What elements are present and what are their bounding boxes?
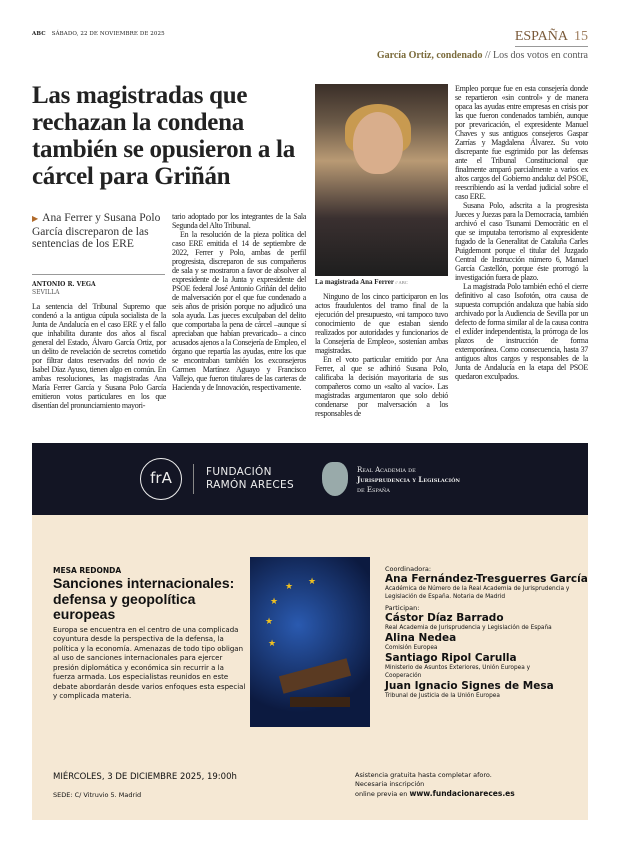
paragraph: La sentencia del Tribunal Supremo que condenó a la antigua cúpula socialista de la Junta de Andalucía en el caso ERE y el fallo que inhabilita durante dos años al fiscal general del Estado, Álvaro García Ortiz, por un delito de revelación de secretos cometido por filtrar datos reservados del novio de Isabel Díaz Ayuso, tienen algo en común. En ambas resoluciones, las magistradas Ana María Ferrer García y Susana Polo García emitieron votos particulares en los que disentían del pronunciamiento mayori- (32, 302, 166, 410)
event-description: Europa se encuentra en el centro de una complicada coyuntura desde la perspectiva de la defensa, la política y la economía. Amenazas de todo tipo obligan al uso de sanciones internacionales para ejercer presión diplomática y económica sin recurrir a la fuerza armada. Los especialistas reunidos en este debate abordarán desde varios enfoques esta especial y complicada materia. (53, 625, 246, 700)
coordinator-name: Ana Fernández-Tresguerres García (385, 573, 588, 585)
academy-name (357, 465, 460, 495)
info-line: Necesaria inscripción (355, 780, 425, 788)
eu-flag-gavel-image: ★ ★ ★ ★ ★ (250, 557, 370, 727)
subheadline (32, 212, 162, 251)
paragraph: tario adoptado por los integrantes de la Sala Segunda del Alto Tribunal. (172, 212, 306, 230)
participant-role: Real Academia de Jurisprudencia y Legislación de España (385, 625, 552, 631)
dateline-city: SEVILLA (32, 289, 60, 296)
paragraph: En el voto particular emitido por Ana Ferrer, al que se adhirió Susana Polo, calificaba la decisión mayoritaria de sus compañeros como un «salto al vacío». Las magistradas argumentaron que solo debió condenarse por malversación a los responsables de (315, 355, 448, 418)
topic-kicker (377, 50, 588, 61)
event-info (53, 566, 248, 702)
speakers (385, 565, 590, 700)
article-column-2 (172, 212, 306, 392)
coordinator-role: Académica de Número de la Real Academia de Jurisprudencia y Legislación de España. Notaria de Madrid (385, 586, 570, 600)
paragraph: Empleo porque fue en esta consejería donde se repartieron «sin control» y de manera opaca las ayudas entre empresas en crisis por las que fueron condenados también, aunque por prevaricación, el expresidente Manuel Chaves y sus antiguos consejeros Gaspar Zarrías y Magdalena Álvarez. Su voto discrepante fue esgrimido por las defensas ante el Tribunal Constitucional que finalmente amparó parcialmente a varios ex altos cargos del Gobierno andaluz del PSOE, reescribiendo así la verdad judicial sobre el caso ERE. (455, 84, 588, 201)
paragraph: Ninguno de los cinco participaron en los actos fraudulentos del tramo final de la ejecución del presupuesto, «ni tampoco tuvo conocimiento de que estaban siendo realizados por autoridades y funcionarios de la Consejería de Empleo», sostenían ambas magistradas. (315, 292, 448, 355)
fundacion-line: FUNDACIÓN (206, 466, 272, 478)
caption-text: La magistrada Ana Ferrer (315, 278, 394, 286)
paper-name: ABC (32, 31, 46, 37)
participants-label: Participan: (385, 604, 420, 612)
info-line: online previa en (355, 790, 410, 798)
issue-date: SÁBADO, 22 DE NOVIEMBRE DE 2025 (51, 31, 165, 37)
photo-ana-ferrer (315, 84, 448, 276)
event-date: MIÉRCOLES, 3 DE DICIEMBRE 2025, 19:00h (53, 772, 237, 782)
academy-line: Jurisprudencia y Legislación (357, 475, 461, 484)
event-type: MESA REDONDA (53, 566, 122, 575)
info-line: Asistencia gratuita hasta completar aforo. (355, 771, 492, 779)
author: ANTONIO R. VEGA (32, 281, 96, 288)
article-column-4 (455, 84, 588, 381)
participant (385, 612, 590, 632)
section-label (515, 29, 588, 47)
academy-crest-icon (322, 462, 348, 496)
academy-line: Real Academia de (357, 466, 416, 474)
participant (385, 632, 590, 652)
headline: Las magistradas que rechazan la condena también se opusieron a la cárcel para Griñán (32, 82, 295, 190)
paragraph: Susana Polo, adscrita a la progresista Jueces y Juezas para la Democracia, también archivó el caso Tsunami Democràtic en el que se imputaba terrorismo al expresidente fugado de la Generalitat de Cataluña Carles Puigdemont porque el titular del Juzgado Central de Instrucción número 6, Manuel García Castellón, porque éste prorrogó la investigación fuera de plazo. (455, 201, 588, 282)
paragraph: En la resolución de la pieza política del caso ERE emitida el 14 de septiembre de 2022, Ferrer y Polo, ambas de perfil progresista, discreparon de sus compañeros de sala y se mostraron a favor de absolver al expresidente de la Junta y expresidente del PSOE federal José Antonio Griñán del delito de malversación por el que fue condenado a seis años de prisión porque no adjudicó una sola ayuda. Las jueces exculpaban del delito que comportaba la pena de cárcel –aunque sí apreciaban que habían prevaricado– a cinco acusados ajenos a la Consejería de Empleo, el órgano que repartía las ayudas, entre los que se encontraban también los exconsejeros Carmen Martínez Aguayo y Francisco Vallejo, que fueron titulares de las carteras de Hacienda y de Innovación, respectivamente. (172, 230, 306, 392)
participant-name: Juan Ignacio Signes de Mesa (385, 680, 554, 692)
divider (193, 464, 194, 494)
divider (32, 274, 165, 275)
participant-role: Tribunal de Justicia de la Unión Europea (385, 693, 500, 699)
participant-name: Alina Nedea (385, 632, 457, 644)
registration-info (355, 771, 515, 799)
participant (385, 652, 590, 680)
participant-role: Ministerio de Asuntos Exteriores, Unión Europea y Cooperación (385, 665, 531, 679)
event-venue: SEDE: C/ Vitruvio 5. Madrid (53, 791, 142, 799)
paragraph: La magistrada Polo también echó el cierre definitivo al caso Isofotón, otra causa de supuesta corrupción andaluza que había sido archivado por la Audiencia de Sevilla por un defecto de forma similar al de la causa contra el exlíder independentista, la prórroga de los plazos de instrucción de forma extemporánea. Como consecuencia, hasta 37 antiguos altos cargos y responsables de la Junta de Andalucía en la etapa del PSOE quedaron exculpados. (455, 282, 588, 381)
participant-role: Comisión Europea (385, 645, 438, 651)
photo-caption (315, 278, 408, 286)
participant-name: Cástor Díaz Barrado (385, 612, 504, 624)
event-title: Sanciones internacionales: defensa y geopolítica europeas (53, 575, 235, 622)
fundacion-name (206, 466, 294, 492)
subhead-text: Ana Ferrer y Susana Polo García discreparon de las sentencias de los ERE (32, 212, 161, 250)
kicker-topic: García Ortiz, condenado (376, 50, 483, 61)
section-name: ESPAÑA (514, 29, 568, 44)
coordinator-label: Coordinadora: (385, 565, 432, 573)
article-column-3 (315, 292, 448, 418)
registration-link[interactable]: www.fundacionareces.es (409, 789, 515, 798)
fundacion-logo: frA (140, 458, 182, 500)
article-column-1 (32, 302, 166, 410)
ad-banner (32, 443, 588, 515)
academy-line: de España (357, 486, 390, 494)
triangle-bullet-icon: ▶ (32, 214, 39, 223)
fundacion-line: RAMÓN ARECES (206, 479, 294, 491)
page-number: 15 (574, 29, 588, 44)
kicker-subtopic: // Los dos votos en contra (482, 50, 588, 61)
participant (385, 680, 590, 700)
page-header-left (32, 31, 165, 37)
photo-credit: // ABC (394, 280, 408, 285)
participant-name: Santiago Ripol Carulla (385, 652, 517, 664)
